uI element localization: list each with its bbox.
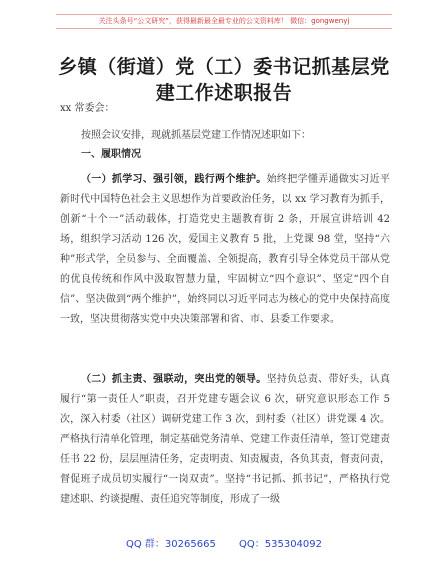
qq-text: QQ：535304092 bbox=[239, 539, 323, 550]
intro-paragraph: 按照会议安排，现就抓基层党建工作情况述职如下： bbox=[81, 130, 311, 141]
top-banner: 关注头条号“公文研究”，获得最新最全最专业的公文资料库！ 微信：gongwenyj bbox=[56, 14, 392, 29]
salutation: xx 常委会： bbox=[60, 103, 115, 114]
item-2-lead: （二）抓主责、强联动，突出党的领导。 bbox=[81, 374, 267, 385]
item-2-body: 坚持负总责、带好头，认真履行“第一责任人”职责，召开党建专题会议 6 次，研究意识形态工作 5 次，深入村委（社区）调研党建工作 3 次，到村委（社区）讲党课 4 次。严格执行清单化管理，制定基础党务清单、党建工作责任清单，签订党建责任书 22 份，层层厘清任务，定责明责、知责履责，各负其责，督责问责，督促班子成员切实履行“一岗双责”。坚持“书记抓、抓书记”，严格执行党建述职、约谈提醒、责任追究等制度，形成了一级 bbox=[60, 374, 391, 505]
item-1-lead: （一）抓学习、强引领，践行两个维护。 bbox=[81, 174, 267, 185]
document-title: 乡镇（街道）党（工）委书记抓基层党建工作述职报告 bbox=[58, 56, 390, 104]
item-1-paragraph bbox=[60, 170, 390, 330]
item-2-paragraph bbox=[60, 370, 390, 510]
item-1-body: 始终把学懂弄通做实习近平新时代中国特色社会主义思想作为首要政治任务，以 xx 学习教育为抓手，创新“十个一”活动载体，打造党史主题教育街 2 条，开展宣讲培训 42 场，组织学习活动 126 次，爱国主义教育 5 批，上党课 98 堂，坚持“六种”形式学，全员参与、全面覆盖、全领提高，教育引导全体党员干部从党的优良传统和作风中汲取智慧力量，牢固树立“四个意识”、坚定“四个自信”、坚决做到“两个维护”，始终同以习近平同志为核心的党中央保持高度一致，坚决贯彻落实党中央决策部署和省、市、县委工作要求。 bbox=[60, 174, 391, 325]
qq-group-text: QQ 群：30265665 bbox=[125, 539, 216, 550]
footer-contact bbox=[0, 538, 448, 552]
section-heading: 一、履职情况 bbox=[81, 149, 141, 160]
